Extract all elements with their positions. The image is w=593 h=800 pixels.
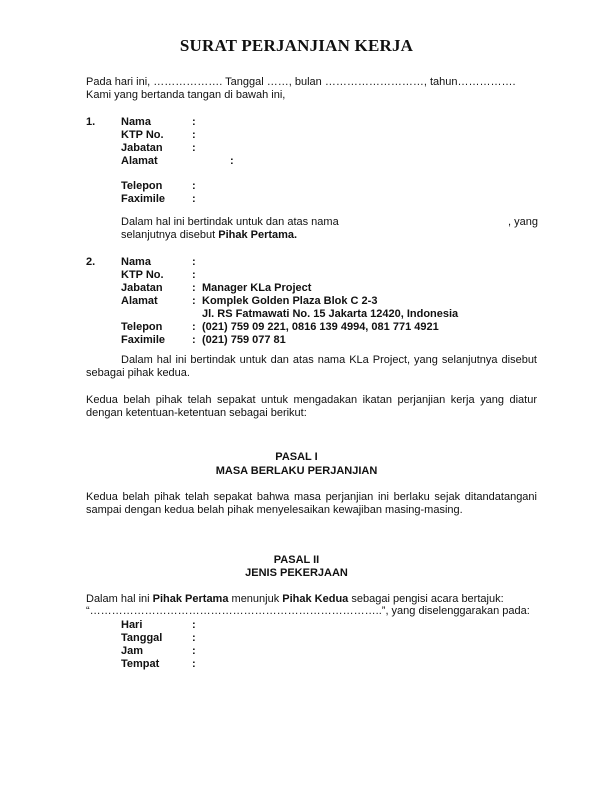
party1-label-ktp: KTP No. (121, 129, 164, 141)
party1-label-faximile: Faximile (121, 193, 166, 205)
pasal2-line-1: Dalam hal ini Pihak Pertama menunjuk Pihak Kedua sebagai pengisi acara bertajuk: (86, 593, 504, 605)
party1-colon-ktp: : (192, 129, 196, 141)
party1-label-nama: Nama (121, 116, 151, 128)
party1-desc-line1-a: Dalam hal ini bertindak untuk dan atas nama (121, 216, 339, 228)
party1-number: 1. (86, 116, 96, 128)
party1-desc-line1-b: , yang (508, 216, 538, 228)
party2-colon-faximile: : (192, 334, 196, 346)
intro-line-2: Kami yang bertanda tangan di bawah ini, (86, 89, 286, 101)
party2-label-nama: Nama (121, 256, 151, 268)
party1-colon-nama: : (192, 116, 196, 128)
pasal2-label-tanggal: Tanggal (121, 632, 163, 644)
party2-desc-line2: sebagai pihak kedua. (86, 367, 190, 379)
party2-colon-alamat: : (192, 295, 196, 307)
party1-label-telepon: Telepon (121, 180, 163, 192)
party2-label-alamat: Alamat (121, 295, 158, 307)
party2-alamat-value-2: Jl. RS Fatmawati No. 15 Jakarta 12420, Indonesia (202, 308, 459, 320)
party2-colon-telepon: : (192, 321, 196, 333)
pasal2-label-hari: Hari (121, 619, 143, 631)
pasal1-heading: PASAL I (275, 451, 318, 463)
agreement-line-2: dengan ketentuan-ketentuan sebagai berikut: (86, 407, 307, 419)
party2-number: 2. (86, 256, 96, 268)
intro-line-1: Pada hari ini, ………………. Tanggal ……, bulan ………………………, tahun……………. (86, 76, 516, 88)
pasal2-label-jam: Jam (121, 645, 144, 657)
party1-desc-line2: selanjutnya disebut Pihak Pertama. (121, 229, 298, 241)
pasal2-line-2: “……………………………………………………………………..”, yang diselenggarakan pada: (86, 605, 530, 617)
party2-telepon-value: (021) 759 09 221, 0816 139 4994, 081 771 4921 (202, 321, 439, 333)
party1-colon-faximile: : (192, 193, 196, 205)
pasal2-colon-tanggal: : (192, 632, 196, 644)
party1-colon-alamat: : (230, 155, 234, 167)
pasal2-colon-tempat: : (192, 658, 196, 670)
party2-colon-ktp: : (192, 269, 196, 281)
party2-label-faximile: Faximile (121, 334, 166, 346)
pasal2-colon-jam: : (192, 645, 196, 657)
pasal2-heading: PASAL II (273, 554, 320, 566)
party2-alamat-value-1: Komplek Golden Plaza Blok C 2-3 (202, 295, 378, 307)
pasal2-label-tempat: Tempat (121, 658, 160, 670)
party1-colon-telepon: : (192, 180, 196, 192)
pasal2-colon-hari: : (192, 619, 196, 631)
pasal1-line-1: Kedua belah pihak telah sepakat bahwa masa perjanjian ini berlaku sejak ditandatangani (86, 491, 537, 503)
party2-label-ktp: KTP No. (121, 269, 164, 281)
pasal1-subheading: MASA BERLAKU PERJANJIAN (215, 465, 378, 477)
pasal1-line-2: sampai dengan kedua belah pihak menyelesaikan kewajiban masing-masing. (86, 504, 463, 516)
party1-colon-jabatan: : (192, 142, 196, 154)
party2-faximile-value: (021) 759 077 81 (202, 334, 286, 346)
party2-colon-nama: : (192, 256, 196, 268)
party1-label-jabatan: Jabatan (121, 142, 163, 154)
party2-colon-jabatan: : (192, 282, 196, 294)
party2-label-jabatan: Jabatan (121, 282, 163, 294)
party2-desc-line1: Dalam hal ini bertindak untuk dan atas nama KLa Project, yang selanjutnya disebut (121, 354, 537, 366)
party2-label-telepon: Telepon (121, 321, 163, 333)
document-title: SURAT PERJANJIAN KERJA (179, 36, 414, 55)
agreement-line-1: Kedua belah pihak telah sepakat untuk mengadakan ikatan perjanjian kerja yang diatur (86, 394, 537, 406)
party2-jabatan-value: Manager KLa Project (202, 282, 312, 294)
party1-label-alamat: Alamat (121, 155, 158, 167)
pasal2-subheading: JENIS PEKERJAAN (245, 567, 348, 579)
